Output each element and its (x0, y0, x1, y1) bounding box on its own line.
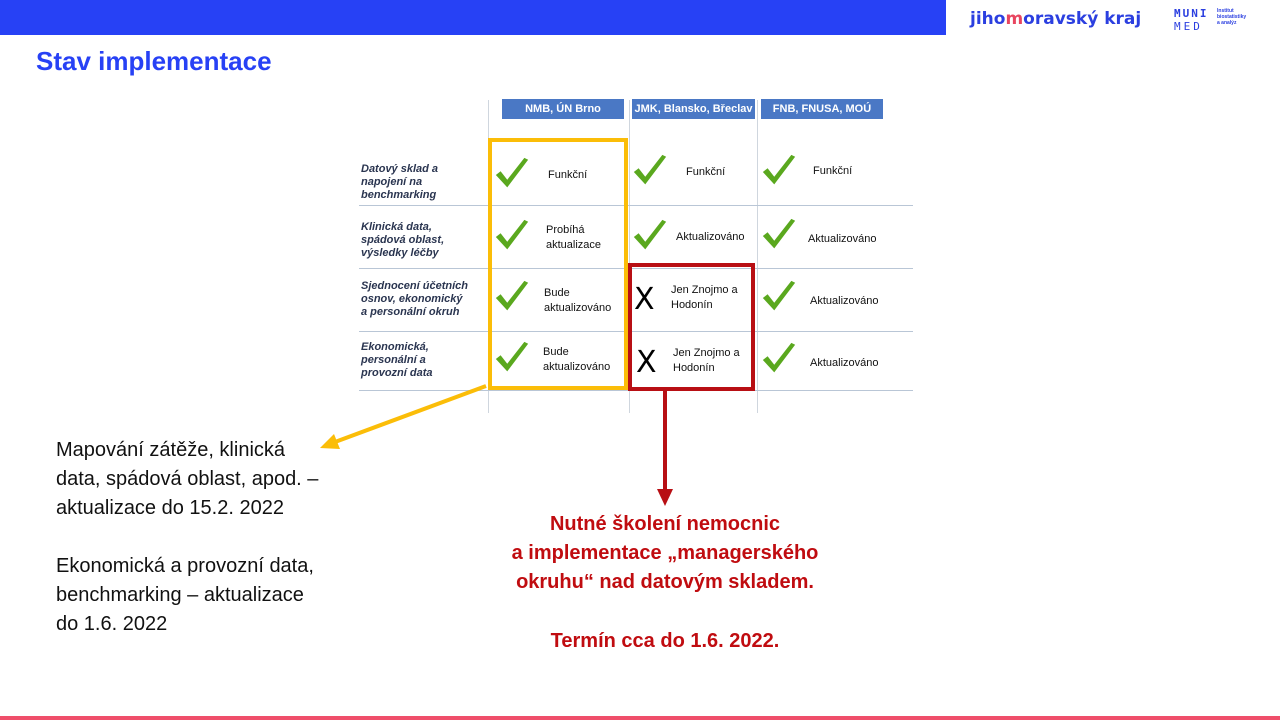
top-banner (0, 0, 946, 35)
status-text: Funkční (548, 169, 588, 181)
status-text: Aktualizováno (810, 295, 879, 307)
column-header: FNB, FNUSA, MOÚ (761, 99, 883, 119)
status-text: Aktualizováno (810, 357, 879, 369)
check-icon (760, 341, 798, 379)
column-header: NMB, ÚN Brno (502, 99, 624, 119)
note-update-deadline-1: Mapování zátěže, klinická data, spádová oblast, apod. – aktualizace do 15.2. 2022 (56, 439, 319, 519)
grid-line (757, 100, 758, 413)
cross-icon: X (634, 282, 655, 317)
institute-logo-text: Institut biostatistiky a analýz (1217, 8, 1247, 26)
check-icon (760, 217, 798, 255)
status-text: Jen Znojmo a Hodonín (671, 284, 738, 311)
status-text: Bude aktualizováno (543, 346, 611, 373)
status-text: Probíhá aktualizace (546, 224, 602, 251)
yellow-highlight-box (488, 138, 628, 390)
status-text: Aktualizováno (676, 231, 745, 243)
yellow-arrow-head (320, 434, 340, 449)
muni-med-logo: MUNI MED (1174, 7, 1209, 33)
check-icon (631, 218, 669, 256)
status-text: Bude aktualizováno (544, 287, 612, 314)
status-text: Funkční (686, 166, 726, 178)
row-label: Sjednocení účetních osnov, ekonomický a personální okruh (361, 280, 468, 318)
check-icon (760, 153, 798, 191)
column-header: JMK, Blansko, Břeclav (632, 99, 755, 119)
yellow-arrow-line (335, 386, 486, 442)
note-update-deadline-2: Ekonomická a provozní data, benchmarking – aktualizace do 1.6. 2022 (56, 555, 314, 635)
jihomoravsky-kraj-logo: jihomoravský kraj (970, 9, 1142, 29)
row-label: Datový sklad a napojení na benchmarking (361, 163, 439, 201)
row-label: Klinická data, spádová oblast, výsledky léčby (361, 221, 445, 259)
status-text: Aktualizováno (808, 233, 877, 245)
red-highlight-box (628, 263, 755, 391)
check-icon (760, 279, 798, 317)
red-arrow-head (657, 489, 673, 506)
bottom-bar (0, 716, 1280, 720)
page-title: Stav implementace (36, 46, 272, 76)
cross-icon: X (636, 345, 657, 380)
grid-line (359, 205, 913, 206)
status-text: Funkční (813, 165, 853, 177)
row-label: Ekonomická, personální a provozní data (361, 341, 433, 379)
training-note: Nutné školení nemocnic a implementace „managerského okruhu“ nad datovým skladem. (511, 513, 819, 593)
deadline-note: Termín cca do 1.6. 2022. (550, 630, 780, 652)
status-text: Jen Znojmo a Hodonín (673, 347, 740, 374)
check-icon (631, 153, 669, 191)
